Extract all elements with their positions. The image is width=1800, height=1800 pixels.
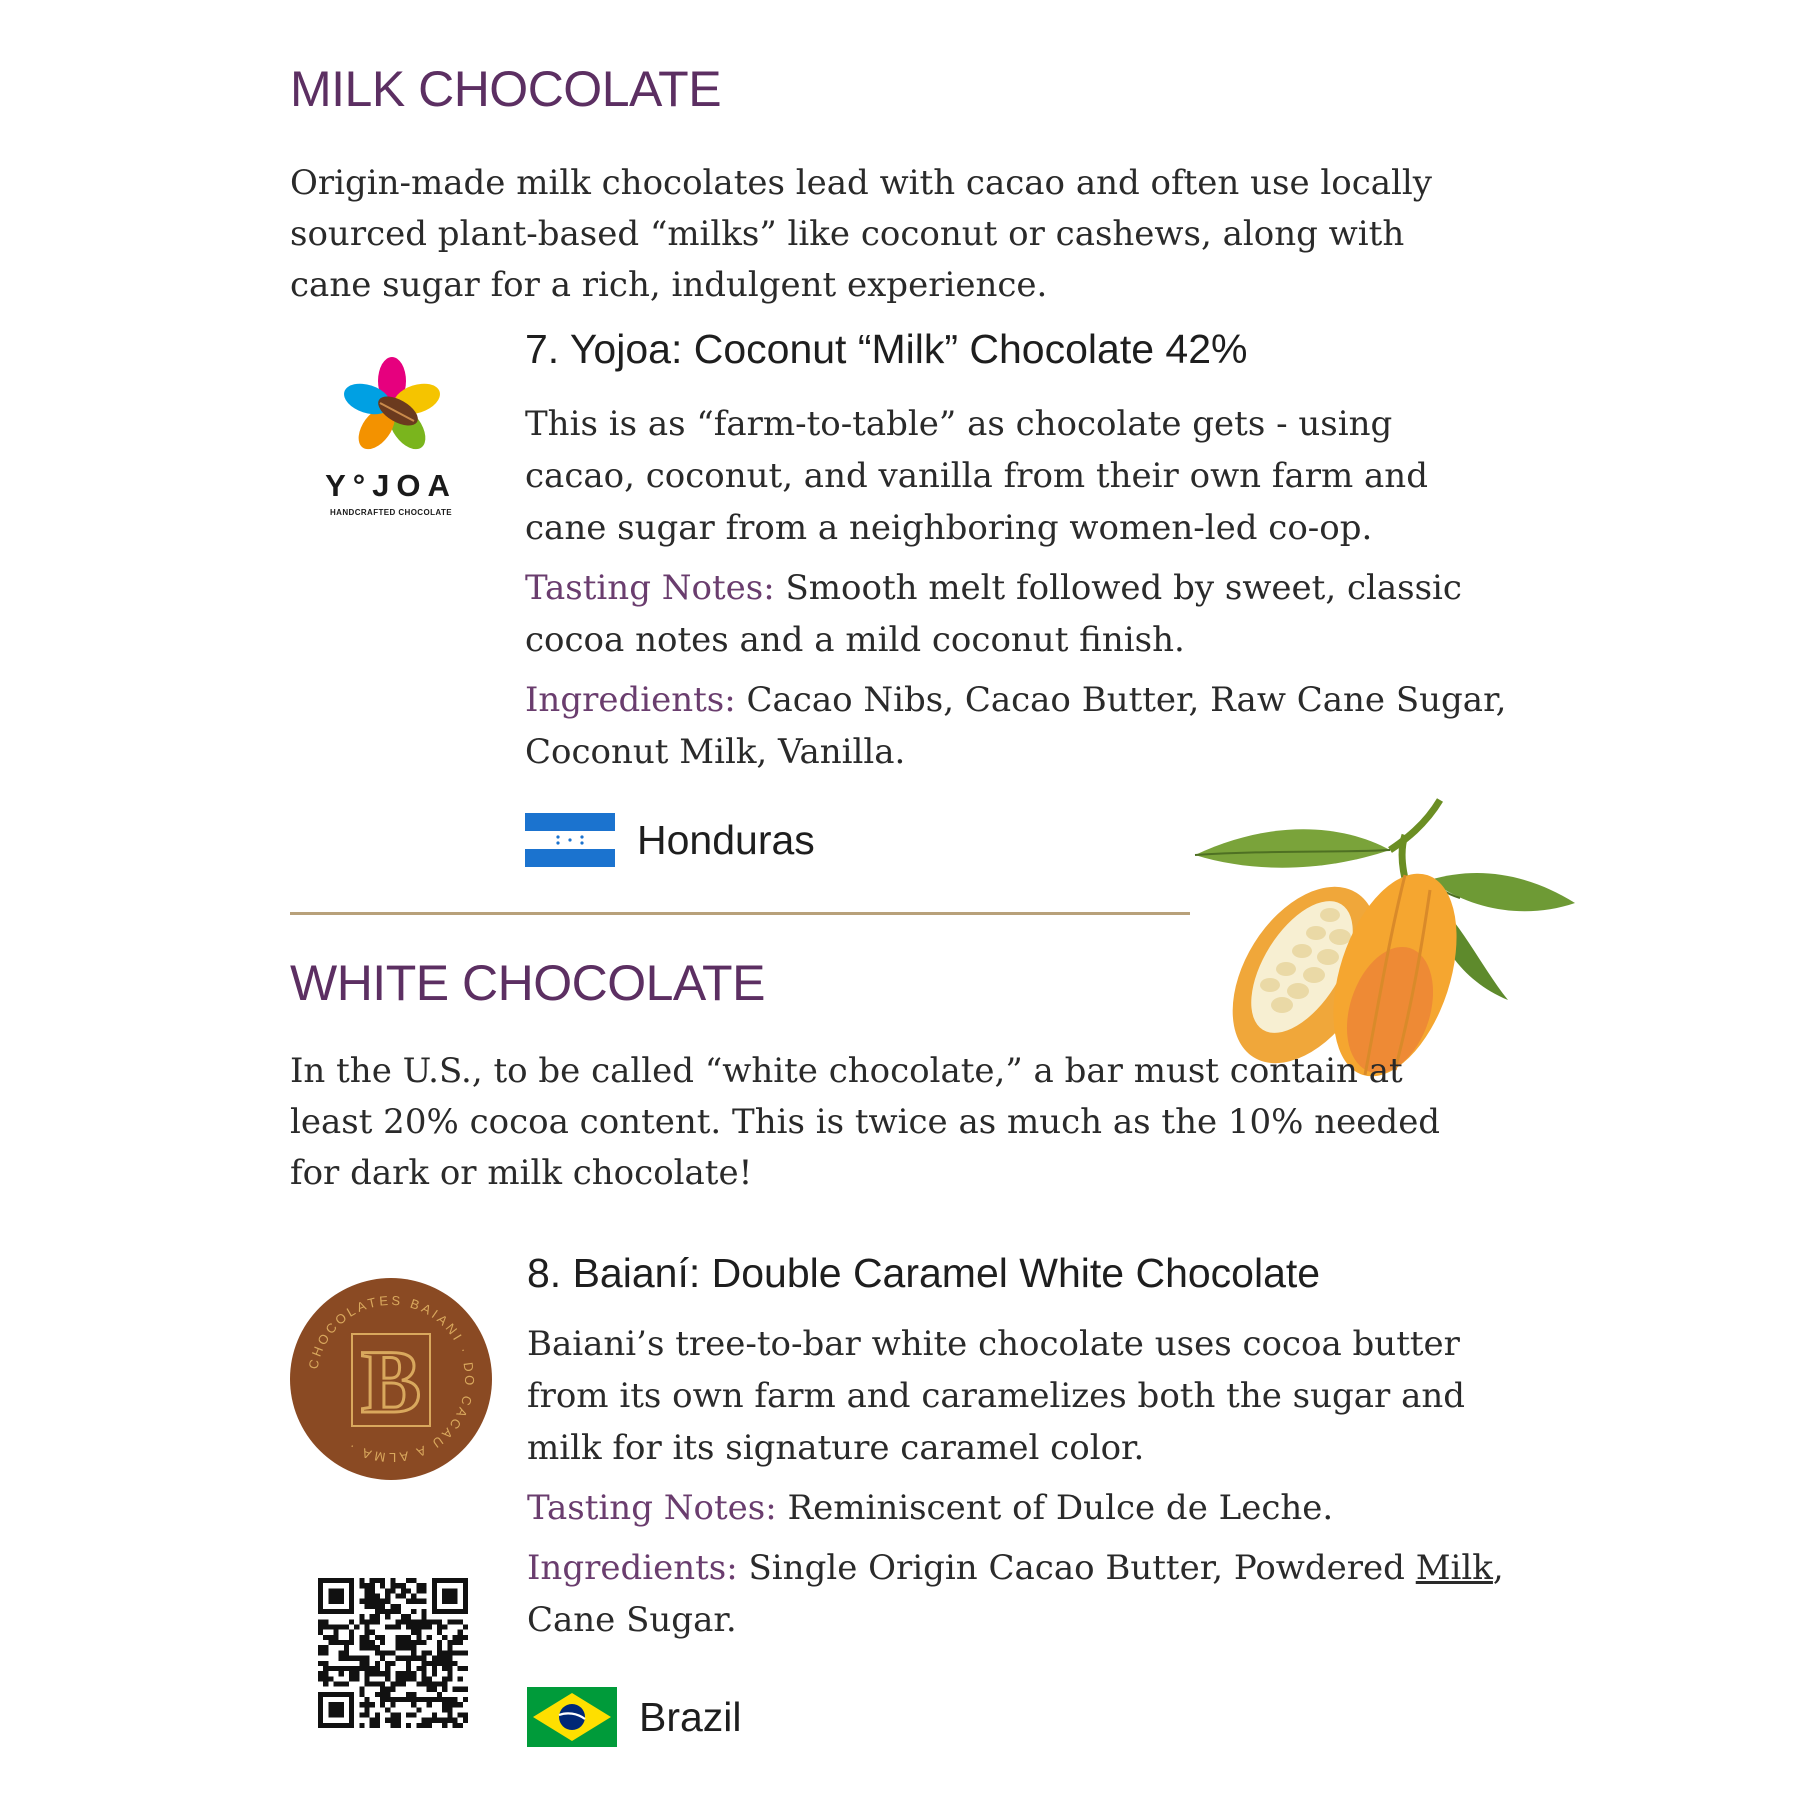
- ingredients-text: Cacao Nibs, Cacao Butter, Raw Cane Sugar, Coconut Milk, Vanilla.: [525, 680, 1507, 772]
- white-intro: In the U.S., to be called “white chocolate,” a bar must contain at least 20% cocoa content. This is twice as much as the 10% needed for dark or milk chocolate!: [290, 1051, 1441, 1193]
- ingredients-label: Ingredients:: [527, 1548, 738, 1588]
- product-7-description: This is as “farm-to-table” as chocolate gets - using cacao, coconut, and vanilla from their own farm and cane sugar from a neighboring women-led co-op.: [525, 404, 1428, 548]
- yojoa-flower-logo-icon: [340, 355, 444, 459]
- baiani-ring-text: CHOCOLATES BAIANI · DO CACAU A ALMA ·: [305, 1292, 478, 1466]
- origin-honduras: [525, 813, 815, 867]
- section-divider: [290, 912, 1190, 915]
- ingredients-text-end: , Cane Sugar.: [527, 1548, 1504, 1640]
- tasting-notes-text: Reminiscent of Dulce de Leche.: [776, 1488, 1334, 1528]
- baiani-logo-letter: B: [360, 1333, 422, 1432]
- ingredients-text-start: Single Origin Cacao Butter, Powdered: [737, 1548, 1416, 1588]
- cacao-pod-illustration-icon: [1190, 795, 1580, 1080]
- qr-code-icon[interactable]: [318, 1578, 468, 1728]
- product-7-tasting: [525, 562, 1510, 666]
- origin-brazil: [527, 1687, 742, 1747]
- origin-name: Brazil: [639, 1693, 742, 1740]
- product-7-body: [525, 398, 1510, 786]
- product-8-body: [527, 1318, 1512, 1654]
- ingredients-label: Ingredients:: [525, 680, 736, 720]
- honduras-flag-icon: [525, 813, 615, 867]
- milk-intro: Origin-made milk chocolates lead with cacao and often use locally sourced plant-based “milks” like coconut or cashews, along with cane sugar for a rich, indulgent experience.: [290, 163, 1432, 305]
- yojoa-logo-subtitle: HANDCRAFTED CHOCOLATE: [329, 508, 453, 517]
- origin-name: Honduras: [637, 816, 815, 863]
- tasting-notes-label: Tasting Notes:: [525, 568, 775, 608]
- product-8-title: 8. Baianí: Double Caramel White Chocolate: [527, 1250, 1321, 1296]
- tasting-notes-text: Smooth melt followed by sweet, classic cocoa notes and a mild coconut finish.: [525, 568, 1462, 660]
- yojoa-logo-word: Y°JOA: [325, 468, 457, 503]
- milk-section-title: MILK CHOCOLATE: [290, 61, 722, 117]
- product-8-description: Baiani’s tree-to-bar white chocolate uses cocoa butter from its own farm and caramelizes both the sugar and milk for its signature caramel color.: [527, 1324, 1466, 1468]
- product-7-ingredients: [525, 674, 1510, 778]
- ingredients-milk-allergen: Milk: [1415, 1548, 1493, 1588]
- baiani-logo-icon: [290, 1278, 492, 1480]
- product-7-title: 7. Yojoa: Coconut “Milk” Chocolate 42%: [525, 326, 1248, 372]
- white-section-title: WHITE CHOCOLATE: [290, 955, 765, 1011]
- tasting-notes-label: Tasting Notes:: [527, 1488, 777, 1528]
- brazil-flag-icon: [527, 1687, 617, 1747]
- product-8-tasting: [527, 1482, 1512, 1534]
- product-8-ingredients: [527, 1542, 1512, 1646]
